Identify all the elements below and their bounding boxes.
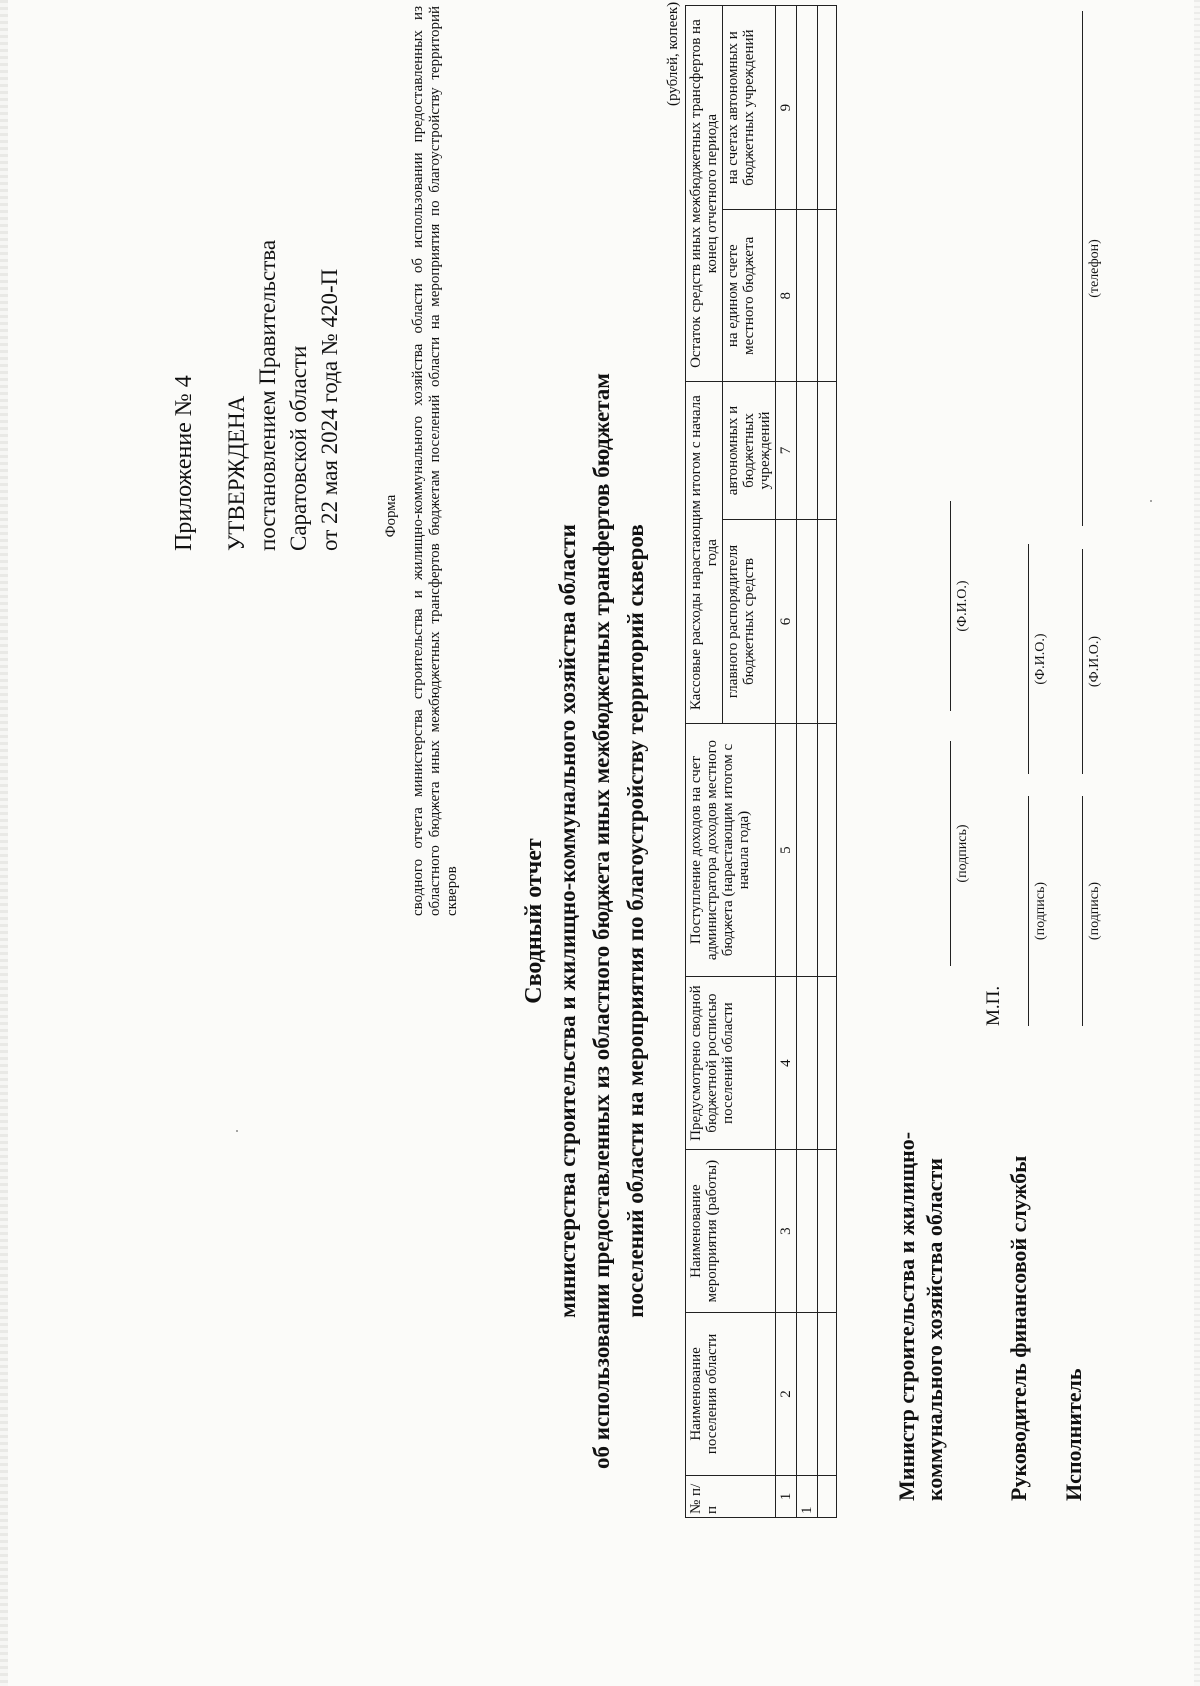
report-title-line1: министерства строительства и жилищно-коммунального хозяйства области [555,524,580,1318]
table-cell [797,1313,818,1476]
appendix-number: Приложение № 4 [171,375,197,551]
finance-signature-caption: (подпись) [1033,881,1048,941]
approved-by-line: постановлением Правительства [254,239,280,551]
table-cell [797,6,818,210]
minister-signature-caption: (подпись) [955,824,970,883]
executor-signature-caption: (подпись) [1087,881,1102,941]
header-main-manager: главного распорядителя бюджетных средств [723,519,776,723]
form-label: Форма [383,494,399,538]
column-numbers-row [776,6,797,1518]
column-number: 2 [776,1313,797,1476]
header-autonomous-expenses: автономных и бюджетных учреждений [723,382,776,520]
table-cell [797,519,818,723]
column-number: 4 [776,977,797,1150]
form-description: сводного отчета министерства строительства и жилищно-коммунального хозяйства области об использовании предоставленных из областного бюджета иных межбюджетных трансфертов бюджетам поселений области на мероприятия по благоустройству территорий скверов [410,6,460,916]
report-title-line2: об использовании предоставленных из областного бюджета иных межбюджетных трансфертов бюджетам [589,373,614,1469]
stamp-place: М.П. [983,985,1004,1026]
table-cell [797,210,818,382]
minister-line2: коммунального хозяйства области [922,1158,947,1501]
column-number: 9 [776,6,797,210]
minister-name-caption: (Ф.И.О.) [955,580,970,632]
executor-name-caption: (Ф.И.О.) [1087,635,1102,688]
report-table [685,5,837,1518]
table-cell [818,382,837,520]
table-cell [797,1150,818,1313]
executor-name-line [1082,549,1083,774]
appendix-block [170,31,345,551]
finance-signature-line [1028,796,1029,1026]
table-row [818,6,837,1518]
minister-name-line [950,501,951,711]
header-planned: Предусмотрено сводной бюджетной росписью поселений области [686,977,776,1150]
executor-phone-caption: (телефон) [1087,239,1102,298]
row-number: 1 [797,1475,818,1517]
header-remaining-funds: Остаток средств иных межбюджетных трансфертов на конец отчетного периода [686,6,723,382]
minister-line1: Министр строительства и жилищно- [894,1131,919,1501]
finance-head-label: Руководитель финансовой службы [1006,1155,1031,1501]
minister-signature-line [950,741,951,966]
report-title-line3: поселений области на мероприятия по благоустройству территорий скверов [623,524,648,1318]
approved-date-line: от 22 мая 2024 года № 420-П [316,268,342,551]
executor-label: Исполнитель [1061,1368,1086,1501]
approved-region-line: Саратовской области [285,345,311,551]
table-cell [818,977,837,1150]
approved-label: УТВЕРЖДЕНА [223,395,249,551]
column-number: 7 [776,382,797,520]
header-cash-expenses: Кассовые расходы нарастающим итогом с начала года [686,382,723,724]
header-settlement: Наименование поселения области [686,1313,776,1476]
column-number: 5 [776,724,797,977]
table-cell [797,724,818,977]
column-number: 6 [776,519,797,723]
table-cell [818,1150,837,1313]
table-cell [797,977,818,1150]
minister-label [893,981,949,1501]
table-row [797,6,818,1518]
executor-signature-line [1082,796,1083,1026]
row-number [818,1475,837,1517]
table-cell [818,6,837,210]
table-cell [797,382,818,520]
table-cell [818,724,837,977]
finance-name-line [1028,544,1029,774]
table-cell [818,519,837,723]
report-title-block [517,216,653,1626]
executor-phone-line [1082,11,1083,526]
finance-name-caption: (Ф.И.О.) [1033,633,1048,685]
table-cell [818,1313,837,1476]
header-single-account: на едином счете местного бюджета [723,210,776,382]
header-num: № п/п [686,1475,776,1517]
column-number: 3 [776,1150,797,1313]
column-number: 8 [776,210,797,382]
header-autonomous-accounts: на счетах автономных и бюджетных учреждений [723,6,776,210]
units-label: (рублей, копеек) [665,1,681,106]
report-title: Сводный отчет [521,838,547,1004]
table-cell [818,210,837,382]
header-activity: Наименование мероприятия (работы) [686,1150,776,1313]
header-revenue: Поступление доходов на счет администратора доходов местного бюджета (нарастающим итогом с начала года) [686,724,776,977]
column-number: 1 [776,1475,797,1517]
